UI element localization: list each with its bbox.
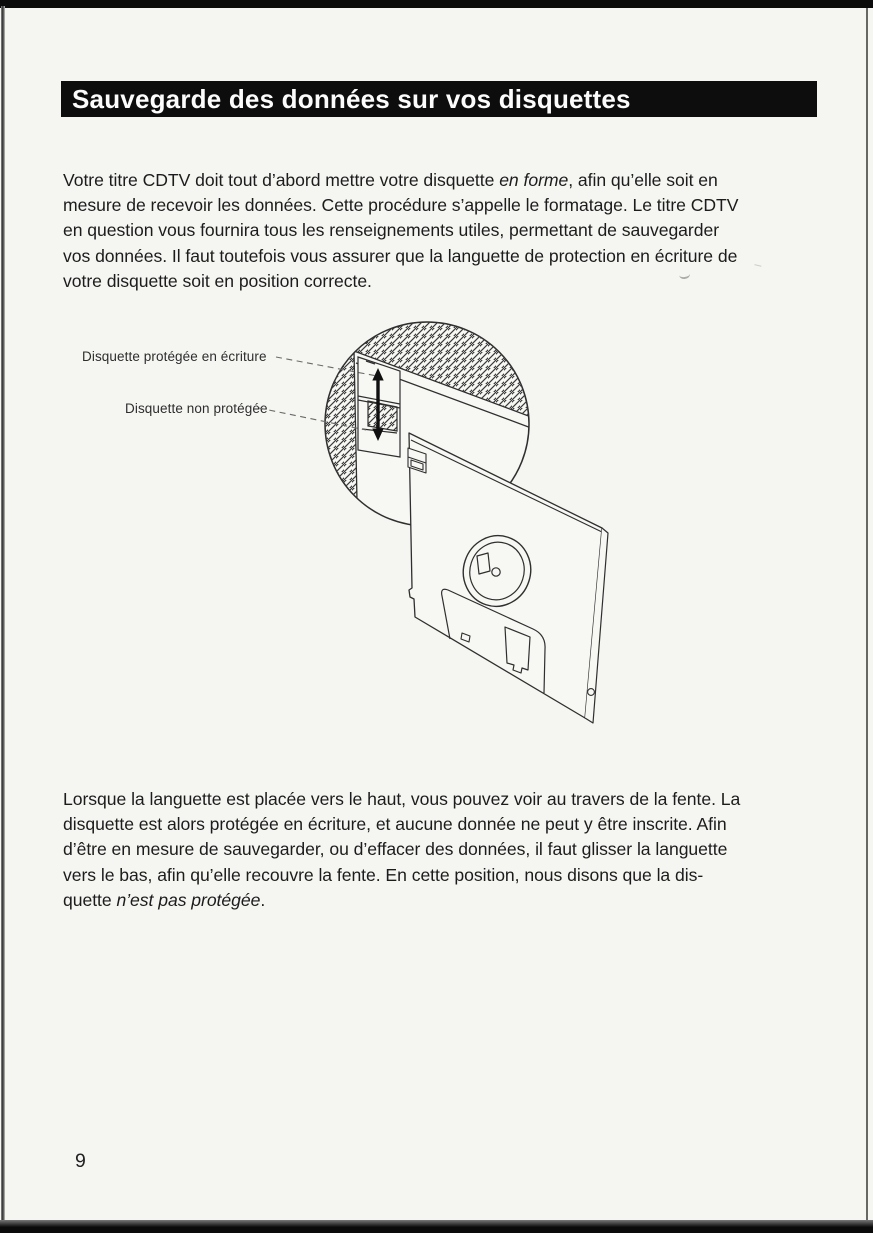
- text-line: d’être en mesure de sauvegarder, ou d’effacer des données, il faut glisser la languette: [63, 839, 728, 860]
- paragraph-tab-position: [63, 787, 740, 913]
- floppy-disk-illustration: [230, 300, 700, 770]
- text-line: disquette est alors protégée en écriture, et aucune donnée ne peut y être inscrite. Afin: [63, 814, 727, 835]
- scan-edge-top: [0, 0, 873, 8]
- paragraph-formatting: [63, 168, 738, 294]
- scan-edge-right: [866, 8, 868, 1220]
- text-line: vos données. Il faut toutefois vous assurer que la languette de protection en écriture de: [63, 245, 738, 266]
- text-line: Lorsque la languette est placée vers le haut, vous pouvez voir au travers de la fente. La: [63, 789, 741, 809]
- page-number: 9: [75, 1150, 86, 1172]
- text-line: en question vous fournira tous les renseignements utiles, permettant de sauvegarder: [63, 220, 720, 241]
- section-title: Sauvegarde des données sur vos disquettes: [72, 84, 631, 114]
- text-line: vers le bas, afin qu’elle recouvre la fente. En cette position, nous disons que la dis-: [63, 864, 704, 885]
- section-header: [61, 81, 817, 117]
- label-not-protected: Disquette non protégée: [125, 401, 268, 416]
- label-write-protected: Disquette protégée en écriture: [82, 349, 267, 364]
- text-line: quette n’est pas protégée.: [63, 889, 266, 910]
- text-line: votre disquette soit en position correcte.: [63, 270, 372, 291]
- text-line: Votre titre CDTV doit tout d’abord mettre votre disquette en forme, afin qu’elle soit en: [63, 170, 718, 190]
- scan-artifact: [754, 259, 762, 267]
- scan-edge-bottom: [0, 1220, 873, 1233]
- text-line: mesure de recevoir les données. Cette procédure s’appelle le formatage. Le titre CDTV: [63, 195, 739, 216]
- scan-edge-left: [1, 6, 5, 1222]
